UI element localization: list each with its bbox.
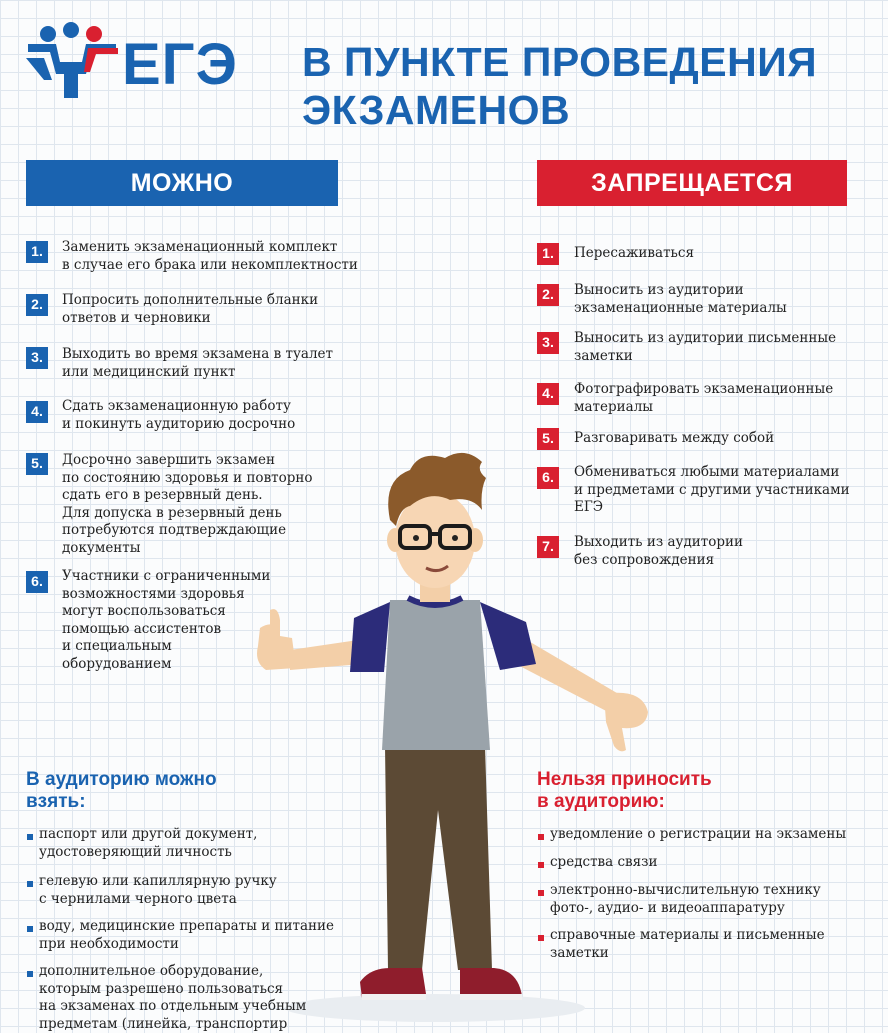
thumb <box>270 609 280 636</box>
item-text: Обмениваться любыми материалами и предметами с другими участниками ЕГЭ <box>574 464 850 515</box>
item-number-badge: 5. <box>26 453 48 475</box>
item-number-badge: 6. <box>537 467 559 489</box>
logo-text: ЕГЭ <box>122 32 238 97</box>
right-sleeve <box>480 602 536 670</box>
bullet-square <box>27 971 33 977</box>
bullet-square <box>538 890 544 896</box>
cannot-bring-item: справочные материалы и письменные заметки <box>550 927 825 961</box>
item-number-badge: 1. <box>537 243 559 265</box>
item-text: Фотографировать экзаменационные материалы <box>574 381 834 415</box>
bullet-square <box>27 926 33 932</box>
cannot-bring-heading: Нельзя приносить в аудиторию: <box>537 769 712 812</box>
item-text: Попросить дополнительные бланки ответов и черновики <box>62 292 319 326</box>
can-bring-item: паспорт или другой документ, удостоверяющий личность <box>39 826 258 860</box>
tshirt <box>382 600 490 750</box>
title-line-2: ЭКЗАМЕНОВ <box>302 87 571 133</box>
item-number-badge: 3. <box>26 347 48 369</box>
item-text: Досрочно завершить экзамен по состоянию здоровья и повторно сдать его в резервный день. Для допуска в резервный день потребуются подтверждающие документы <box>62 452 313 556</box>
bullet-square <box>538 834 544 840</box>
left-sole <box>362 994 426 1000</box>
item-number-badge: 6. <box>26 571 48 593</box>
can-bring-item: воду, медицинские препараты и питание при необходимости <box>39 918 334 952</box>
item-number-badge: 3. <box>537 332 559 354</box>
forbidden-banner: ЗАПРЕЩАЕТСЯ <box>537 160 847 206</box>
item-text: Выносить из аудитории письменные заметки <box>574 330 837 364</box>
item-number-badge: 2. <box>26 294 48 316</box>
item-text: Выходить во время экзамена в туалет или медицинский пункт <box>62 346 334 380</box>
cannot-bring-item: уведомление о регистрации на экзамены <box>550 826 847 842</box>
item-text: Участники с ограниченными возможностями здоровья могут воспользоваться помощью ассистентов и специальным оборудованием <box>62 568 271 672</box>
cannot-bring-item: средства связи <box>550 854 658 870</box>
right-sole <box>460 994 522 1000</box>
item-number-badge: 5. <box>537 428 559 450</box>
item-number-badge: 2. <box>537 284 559 306</box>
thumbs-down-hand <box>604 693 648 752</box>
left-sleeve <box>350 602 390 672</box>
title-line-1: В ПУНКТЕ ПРОВЕДЕНИЯ <box>302 39 818 85</box>
can-bring-item: дополнительное оборудование, которым разрешено пользоваться на экзаменах по отдельным учебным предметам (линейка, транспортир <box>39 963 307 1032</box>
allowed-banner: МОЖНО <box>26 160 338 206</box>
right-eye <box>452 535 458 541</box>
item-number-badge: 7. <box>537 536 559 558</box>
cannot-bring-item: электронно-вычислительную технику фото-, аудио- и видеоаппаратуру <box>550 882 821 916</box>
left-eye <box>413 535 419 541</box>
item-number-badge: 4. <box>537 383 559 405</box>
item-number-badge: 1. <box>26 241 48 263</box>
right-shoe <box>460 968 522 999</box>
bullet-square <box>538 935 544 941</box>
item-text: Разговаривать между собой <box>574 430 775 446</box>
item-number-badge: 4. <box>26 401 48 423</box>
bullet-square <box>27 881 33 887</box>
item-text: Сдать экзаменационную работу и покинуть аудиторию досрочно <box>62 398 296 432</box>
trousers <box>385 746 492 970</box>
bullet-square <box>27 834 33 840</box>
item-text: Выносить из аудитории экзаменационные материалы <box>574 282 787 316</box>
can-bring-heading: В аудиторию можно взять: <box>26 769 217 812</box>
item-text: Пересаживаться <box>574 245 694 261</box>
can-bring-item: гелевую или капиллярную ручку с чернилами черного цвета <box>39 873 277 907</box>
item-text: Заменить экзаменационный комплект в случае его брака или некомплектности <box>62 239 358 273</box>
item-text: Выходить из аудитории без сопровождения <box>574 534 744 568</box>
page-title <box>302 38 882 134</box>
bullet-square <box>538 862 544 868</box>
